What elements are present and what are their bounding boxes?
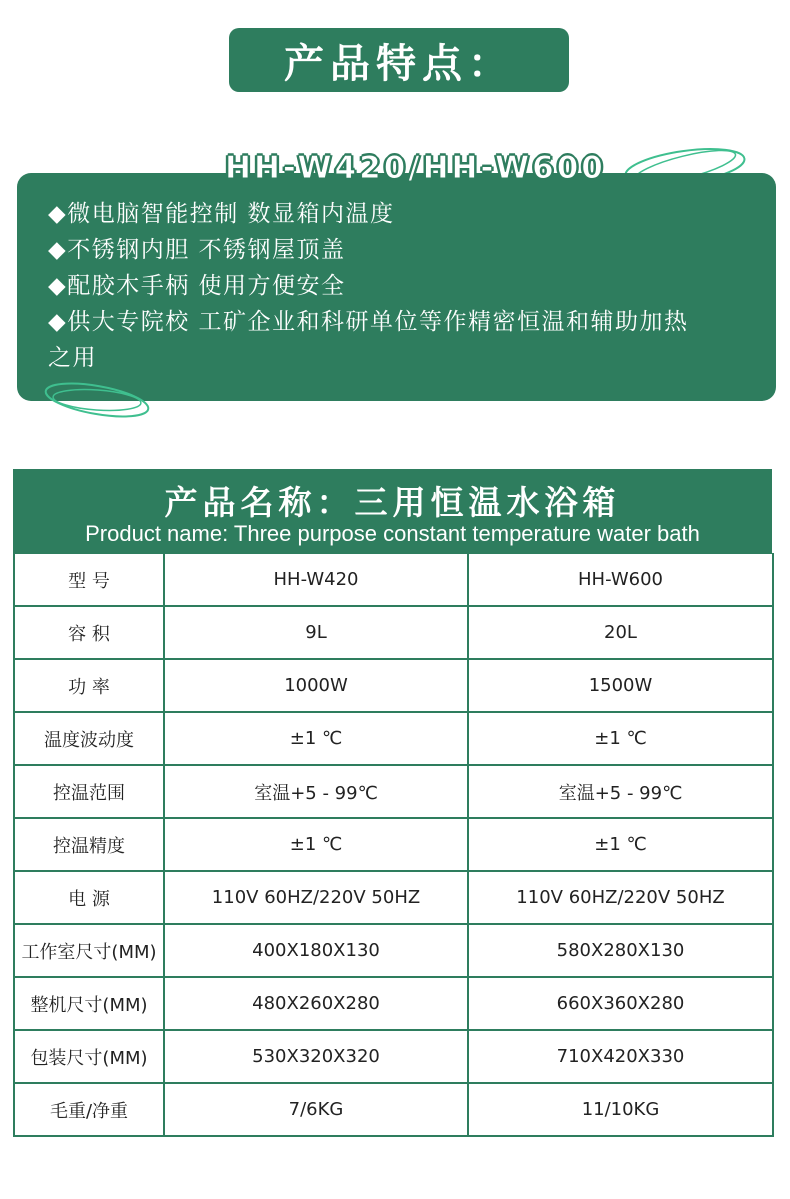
row-label: 工作室尺寸(MM) bbox=[14, 924, 164, 977]
spec-subtitle: Product name: Three purpose constant temperature water bath bbox=[85, 521, 700, 546]
row-label: 型 号 bbox=[14, 554, 164, 607]
cell-hh-w600: ±1 ℃ bbox=[468, 712, 773, 765]
cell-hh-w600: 110V 60HZ/220V 50HZ bbox=[468, 871, 773, 924]
cell-hh-w420: 9L bbox=[164, 606, 468, 659]
cell-hh-w420: 室温+5 - 99℃ bbox=[164, 765, 468, 818]
cell-hh-w420: 400X180X130 bbox=[164, 924, 468, 977]
cell-hh-w420: ±1 ℃ bbox=[164, 712, 468, 765]
cell-hh-w600: 1500W bbox=[468, 659, 773, 712]
row-label: 毛重/净重 bbox=[14, 1083, 164, 1136]
cell-hh-w600: 660X360X280 bbox=[468, 977, 773, 1030]
table-row bbox=[14, 765, 773, 818]
table-row bbox=[14, 818, 773, 871]
spec-header bbox=[13, 469, 772, 553]
feature-list bbox=[48, 196, 708, 376]
table-row bbox=[14, 659, 773, 712]
table-row bbox=[14, 1083, 773, 1136]
row-label: 整机尺寸(MM) bbox=[14, 977, 164, 1030]
table-row bbox=[14, 606, 773, 659]
cell-hh-w600: 580X280X130 bbox=[468, 924, 773, 977]
table-row bbox=[14, 554, 773, 607]
cell-hh-w600: 室温+5 - 99℃ bbox=[468, 765, 773, 818]
cell-hh-w420: 110V 60HZ/220V 50HZ bbox=[164, 871, 468, 924]
cell-hh-w420: 530X320X320 bbox=[164, 1030, 468, 1083]
row-label: 功 率 bbox=[14, 659, 164, 712]
table-row bbox=[14, 1030, 773, 1083]
cell-hh-w600: 20L bbox=[468, 606, 773, 659]
spec-title: 产品名称：三用恒温水浴箱 bbox=[164, 483, 621, 522]
feature-item: ◆微电脑智能控制 数显箱内温度 bbox=[48, 201, 395, 227]
table-row bbox=[14, 871, 773, 924]
cell-hh-w420: 1000W bbox=[164, 659, 468, 712]
row-label: 控温精度 bbox=[14, 818, 164, 871]
row-label: 电 源 bbox=[14, 871, 164, 924]
spec-table bbox=[13, 553, 774, 1137]
cell-hh-w420: ±1 ℃ bbox=[164, 818, 468, 871]
feature-item: ◆配胶木手柄 使用方便安全 bbox=[48, 273, 346, 299]
cell-hh-w600: ±1 ℃ bbox=[468, 818, 773, 871]
row-label: 控温范围 bbox=[14, 765, 164, 818]
cell-hh-w420: 480X260X280 bbox=[164, 977, 468, 1030]
table-row bbox=[14, 924, 773, 977]
table-row bbox=[14, 977, 773, 1030]
page-title: 产品特点： bbox=[229, 28, 569, 92]
cell-hh-w420: 7/6KG bbox=[164, 1083, 468, 1136]
row-label: 容 积 bbox=[14, 606, 164, 659]
decorative-ring-bottom-left bbox=[40, 373, 155, 428]
row-label: 包装尺寸(MM) bbox=[14, 1030, 164, 1083]
cell-hh-w600: HH-W600 bbox=[468, 554, 773, 607]
table-row bbox=[14, 712, 773, 765]
cell-hh-w420: HH-W420 bbox=[164, 554, 468, 607]
row-label: 温度波动度 bbox=[14, 712, 164, 765]
feature-item: ◆供大专院校 工矿企业和科研单位等作精密恒温和辅助加热之用 bbox=[48, 309, 689, 371]
cell-hh-w600: 11/10KG bbox=[468, 1083, 773, 1136]
feature-item: ◆不锈钢内胆 不锈钢屋顶盖 bbox=[48, 237, 346, 263]
cell-hh-w600: 710X420X330 bbox=[468, 1030, 773, 1083]
models-title: HH-W420/HH-W600 bbox=[225, 150, 606, 186]
